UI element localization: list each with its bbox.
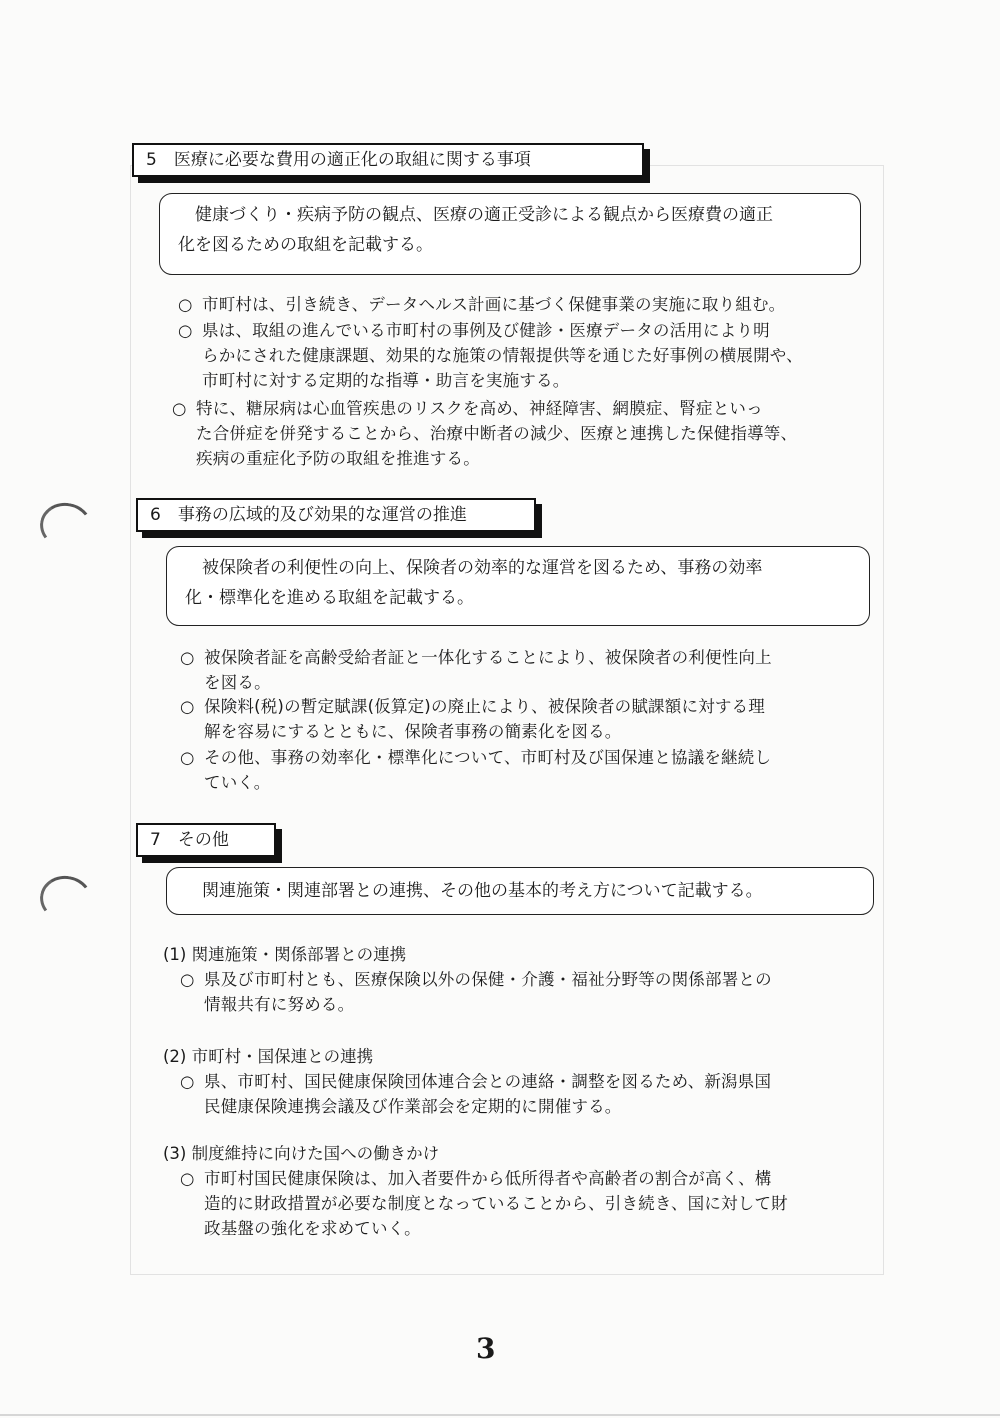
circle-bullet-icon: ○ [180,1072,195,1091]
circle-bullet-icon: ○ [180,970,195,989]
section7-subsection-2 [163,1044,883,1119]
section6-box-line1: 被保険者の利便性の向上、保険者の効率的な運営を図るため、事務の効率 [185,558,763,578]
hole-punch-mark [36,872,95,926]
section5-item: ○ 市町村は、引き続き、データヘルス計画に基づく保健事業の実施に取り組む。 [178,292,878,317]
section6-instruction-box [166,546,870,626]
circle-bullet-icon: ○ [180,1169,195,1188]
circle-bullet-icon: ○ [172,399,187,418]
circle-bullet-icon: ○ [178,295,193,314]
section6-item: ○ その他、事務の効率化・標準化について、市町村及び国保連と協議を継続し ていく。 [180,745,880,795]
circle-bullet-icon: ○ [178,321,193,340]
section5-heading: 5 医療に必要な費用の適正化の取組に関する事項 [132,143,644,177]
section7-subsection-1 [163,942,883,1017]
circle-bullet-icon: ○ [180,648,195,667]
scan-edge-line [0,1414,1000,1416]
section7-heading: 7 その他 [136,823,276,857]
hole-punch-mark [36,499,95,553]
section6-box-line2: 化・標準化を進める取組を記載する。 [185,588,474,608]
section7-subsection-3 [163,1141,883,1241]
section5-box-line2: 化を図るための取組を記載する。 [178,235,433,255]
section7-box-line1: 関連施策・関連部署との連携、その他の基本的考え方について記載する。 [185,881,763,901]
subsection-title: (2) 市町村・国保連との連携 [163,1047,374,1066]
subsection-title: (1) 関連施策・関係部署との連携 [163,945,407,964]
subsection-title: (3) 制度維持に向けた国への働きかけ [163,1144,440,1163]
section6-item: ○ 被保険者証を高齢受給者証と一体化することにより、被保険者の利便性向上 を図る。 [180,645,880,695]
subsection-item: ○ 県及び市町村とも、医療保険以外の保健・介護・福祉分野等の関係部署との 情報共有に努める。 [180,967,883,1017]
page-number: 3 [476,1332,496,1365]
subsection-item: ○ 市町村国民健康保険は、加入者要件から低所得者や高齢者の割合が高く、構 造的に財政措置が必要な制度となっていることから、引き続き、国に対して財 政基盤の強化を求めていく。 [180,1166,883,1241]
section5-item: ○ 県は、取組の進んでいる市町村の事例及び健診・医療データの活用により明 らかにされた健康課題、効果的な施策の情報提供等を通じた好事例の横展開や、 市町村に対する定期的な指導・助言を実施する。 [178,318,878,393]
section7-instruction-box [166,867,874,915]
section6-heading: 6 事務の広域的及び効果的な運営の推進 [136,498,536,532]
section5-box-line1: 健康づくり・疾病予防の観点、医療の適正受診による観点から医療費の適正 [178,205,773,225]
circle-bullet-icon: ○ [180,697,195,716]
subsection-item: ○ 県、市町村、国民健康保険団体連合会との連絡・調整を図るため、新潟県国 民健康保険連携会議及び作業部会を定期的に開催する。 [180,1069,883,1119]
section5-instruction-box [159,193,861,275]
section6-item: ○ 保険料(税)の暫定賦課(仮算定)の廃止により、被保険者の賦課額に対する理 解を容易にするとともに、保険者事務の簡素化を図る。 [180,694,880,744]
section5-item: ○ 特に、糖尿病は心血管疾患のリスクを高め、神経障害、網膜症、腎症といっ た合併症を併発することから、治療中断者の減少、医療と連携した保健指導等、 疾病の重症化予防の取組を推進する。 [172,396,878,471]
circle-bullet-icon: ○ [180,748,195,767]
